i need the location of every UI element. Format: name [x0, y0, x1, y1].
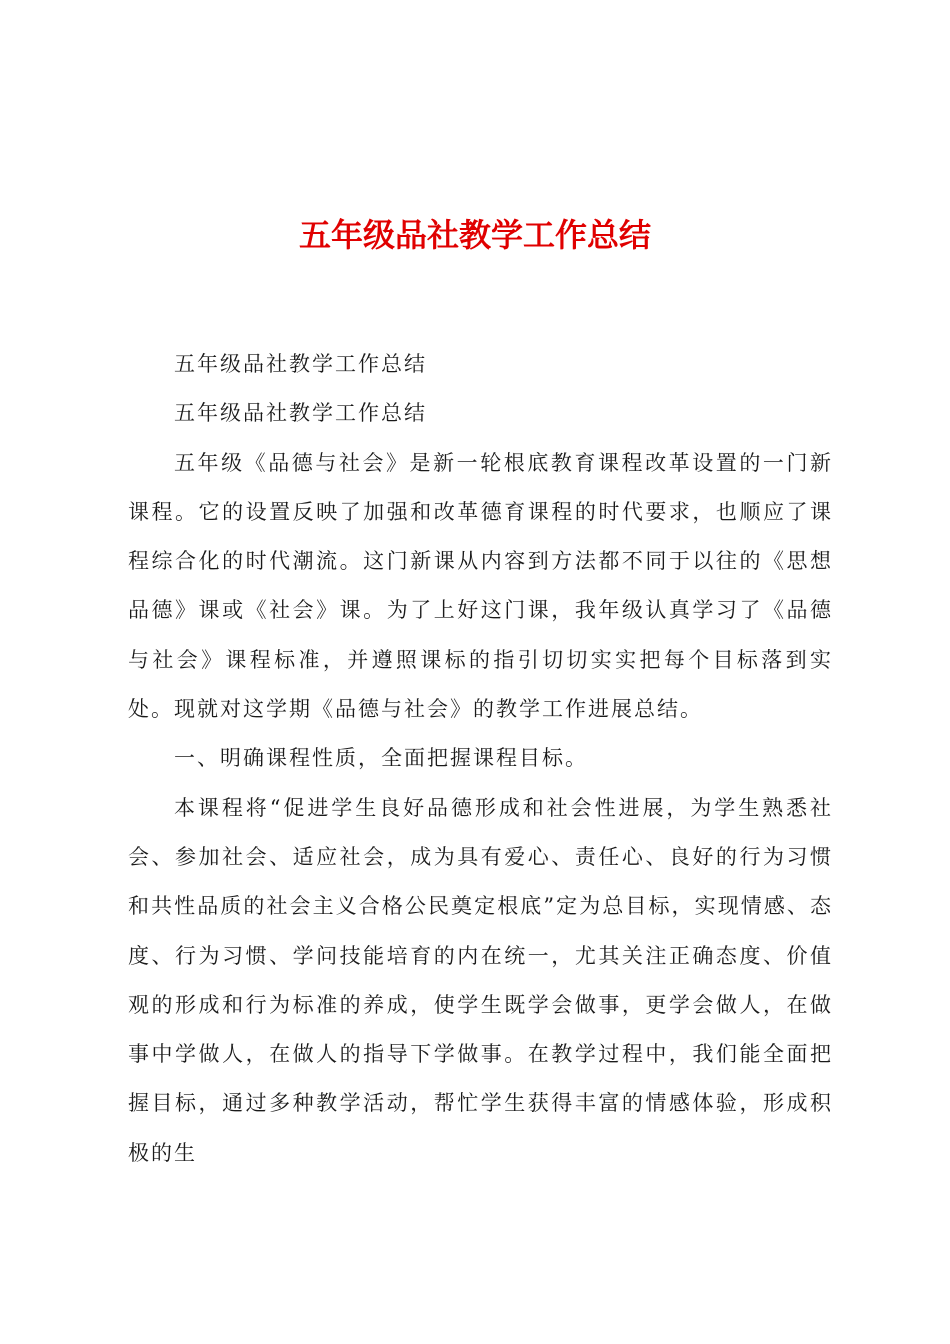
document-body [128, 340, 833, 1178]
body-paragraph: 五年级品社教学工作总结 [174, 352, 427, 376]
document-title: 五年级品社教学工作总结 [298, 216, 651, 254]
section-heading: 一、明确课程性质，全面把握课程目标。 [174, 746, 588, 771]
body-paragraph: 五年级《品德与社会》是新一轮根底教育课程改革设置的一门新课程。它的设置反映了加强和改革德育课程的时代要求，也顺应了课程综合化的时代潮流。这门新课从内容到方法都不同于以往的《思想品德》课或《社会》课。为了上好这门课，我年级认真学习了《品德与社会》课程标准，并遵照课标的指引切切实实把每个目标落到实处。现就对这学期《品德与社会》的教学工作进展总结。 [128, 450, 833, 722]
body-paragraph: 本课程将“促进学生良好品德形成和社会性进展，为学生熟悉社会、参加社会、适应社会，成为具有爱心、责任心、良好的行为习惯和共性品质的社会主义合格公民奠定根底”定为总目标，实现情感、态度、行为习惯、学问技能培育的内在统一，尤其关注正确态度、价值观的形成和行为标准的养成，使学生既学会做事，更学会做人，在做事中学做人，在做人的指导下学做事。在教学过程中，我们能全面把握目标，通过多种教学活动，帮忙学生获得丰富的情感体验，形成积极的生 [128, 795, 833, 1165]
body-paragraph: 五年级品社教学工作总结 [174, 401, 427, 426]
